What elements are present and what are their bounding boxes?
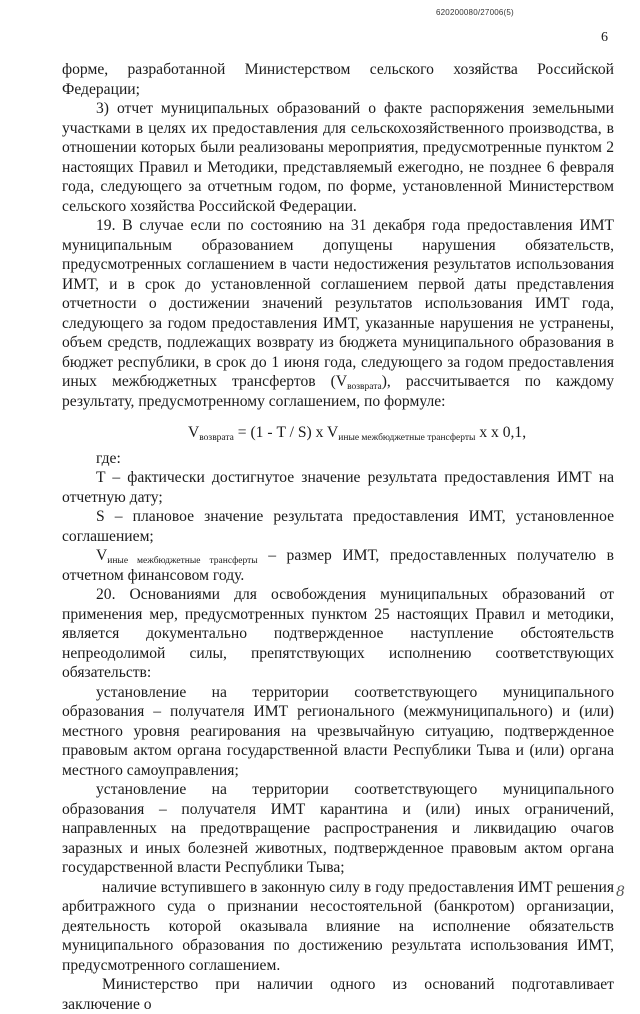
definition-v bbox=[62, 546, 614, 585]
paragraph-19-tail: ), рассчитывается по каждому результату, предусмотренному соглашением, по формуле: bbox=[62, 373, 615, 410]
definition-v-text: – размер ИМТ, предоставленных получателю в отчетном финансовом году. bbox=[62, 547, 614, 584]
formula-subscript-transfers: иные межбюджетные трансферты bbox=[338, 433, 476, 443]
where-label: где: bbox=[96, 449, 121, 467]
document-code: 620200080/27006(5) bbox=[436, 8, 514, 17]
v-return-subscript: возврата bbox=[347, 382, 382, 392]
basis-item-1: установление на территории соответствующего муниципального образования – получателя ИМТ регионального (межмуниципального) и (или) местного уровня реагирования на чрезвычайную ситуацию, подтвержденное правовым актом органа государственной власти Республики Тыва и (или) органа местного самоуправления; bbox=[62, 683, 614, 779]
paragraph-20: 20. Основаниями для освобождения муниципальных образований от применения мер, предусмотренных пунктом 25 настоящих Правил и методики, является документально подтвержденное наступление обстоятельств непреодолимой силы, препятствующих исполнению соответствующих обязательств: bbox=[62, 586, 614, 681]
formula-end: x x 0,1, bbox=[475, 424, 527, 441]
basis-item-3: наличие вступившего в законную силу в году предоставления ИМТ решения арбитражного суда о признании несостоятельной (банкротом) организации, деятельность которой оказывала влияние на исполнение обязательств муниципального образования по достижению результата использования ИМТ, предусмотренного соглашением. bbox=[62, 878, 614, 974]
handwritten-page-mark: 8 bbox=[616, 884, 625, 900]
formula bbox=[62, 423, 614, 443]
definition-t: T – фактически достигнутое значение результата предоставления ИМТ на отчетную дату; bbox=[62, 469, 614, 506]
definition-v-subscript: иные межбюджетные трансферты bbox=[107, 556, 258, 566]
formula-subscript-return: возврата bbox=[199, 433, 234, 443]
definition-v-letter: V bbox=[96, 547, 108, 564]
document-body bbox=[62, 60, 614, 1014]
paragraph-ministry: Министерство при наличии одного из оснований подготавливает заключение о bbox=[62, 976, 614, 1013]
paragraph-19 bbox=[62, 216, 614, 411]
formula-v: V bbox=[188, 424, 200, 441]
paragraph-item-3: 3) отчет муниципальных образований о факте распоряжения земельными участками в целях их предоставления для сельскохозяйственного производства, в отношении которых были реализованы мероприятия, предусмотренные пунктом 2 настоящих Правил и Методики, представляемый ежегодно, не позднее 6 февраля года, следующего за отчетным годом, по форме, установленной Министерством сельского хозяйства Российской Федерации. bbox=[62, 100, 614, 215]
paragraph-19-text: 19. В случае если по состоянию на 31 декабря года предоставления ИМТ муниципальным образованием допущены нарушения обязательств, предусмотренных соглашением в части недостижения результатов использования ИМТ, и в срок до установленной соглашением первой даты представления отчетности о достижении значений результатов использования ИМТ года, следующего за годом предоставления ИМТ, указанные нарушения не устранены, объем средств, подлежащих возврату из бюджета муниципального образования в бюджет республики, в срок до 1 июня года, следующего за годом предоставления иных межбюджетных трансфертов (V bbox=[62, 217, 614, 390]
formula-middle: = (1 - T / S) x V bbox=[233, 424, 339, 441]
page-number: 6 bbox=[601, 30, 608, 45]
basis-item-2: установление на территории соответствующего муниципального образования – получателя ИМТ карантина и (или) иных ограничений, направленных на предотвращение распространения и ликвидацию очагов заразных и иных болезней животных, подтвержденное правовым актом органа государственной власти Республики Тыва; bbox=[62, 781, 614, 876]
definition-s: S – плановое значение результата предоставления ИМТ, установленное соглашением; bbox=[62, 508, 614, 545]
paragraph-continuation: форме, разработанной Министерством сельского хозяйства Российской Федерации; bbox=[62, 61, 614, 98]
